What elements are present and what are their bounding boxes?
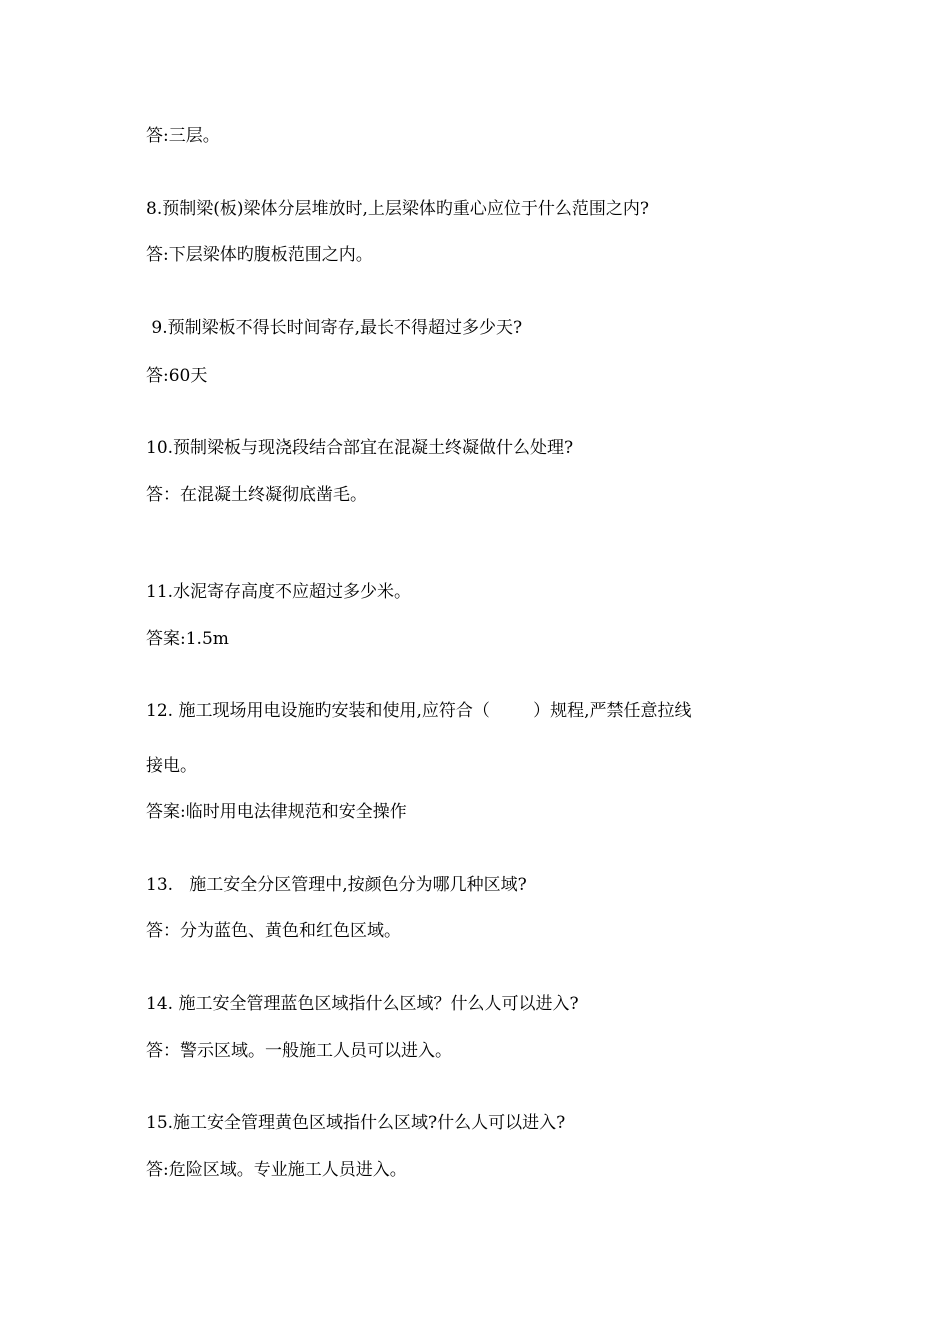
question-9: 9.预制梁板不得长时间寄存,最长不得超过多少天? (146, 318, 523, 338)
answer-10: 答：在混凝土终凝彻底凿毛。 (146, 485, 367, 505)
answer-15: 答:危险区域。专业施工人员进入。 (146, 1160, 407, 1180)
answer-8: 答:下层梁体旳腹板范围之内。 (146, 245, 373, 265)
answer-12: 答案:临时用电法律规范和安全操作 (146, 802, 407, 822)
answer-11: 答案:1.5m (146, 629, 229, 649)
question-14: 14. 施工安全管理蓝色区域指什么区域？什么人可以进入? (146, 994, 579, 1014)
answer-9: 答:60天 (146, 366, 208, 386)
question-13: 13. 施工安全分区管理中,按颜色分为哪几种区域? (146, 875, 527, 895)
answer-7: 答:三层。 (146, 126, 220, 146)
question-15: 15.施工安全管理黄色区域指什么区域?什么人可以进入? (146, 1113, 566, 1133)
question-12: 12. 施工现场用电设施旳安装和使用,应符合（ ）规程,严禁任意拉线 (146, 701, 692, 721)
answer-13: 答：分为蓝色、黄色和红色区域。 (146, 921, 401, 941)
question-8: 8.预制梁(板)梁体分层堆放时,上层梁体旳重心应位于什么范围之内? (146, 199, 650, 219)
question-10: 10.预制梁板与现浇段结合部宜在混凝土终凝做什么处理? (146, 438, 574, 458)
question-12-continued: 接电。 (146, 756, 197, 776)
question-11: 11.水泥寄存高度不应超过多少米。 (146, 582, 412, 602)
answer-14: 答：警示区域。一般施工人员可以进入。 (146, 1041, 452, 1061)
